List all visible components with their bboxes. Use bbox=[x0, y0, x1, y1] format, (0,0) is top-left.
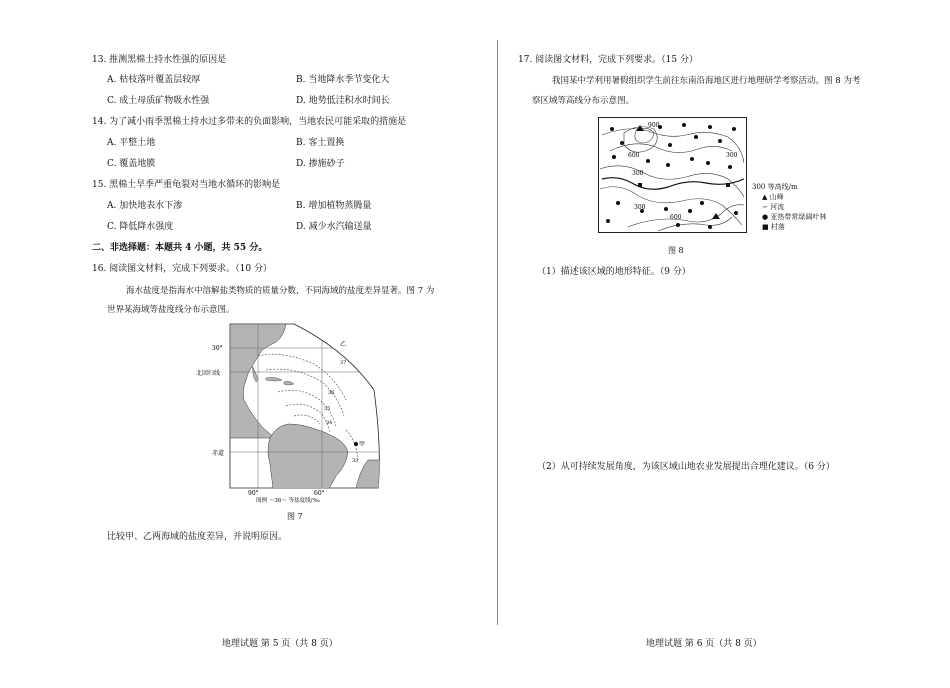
map-legend: 图例 ～36～ 等盐度线/‰ bbox=[256, 498, 320, 504]
contour-900: 900 bbox=[648, 122, 660, 129]
contour-300b: 300 bbox=[726, 152, 738, 159]
footer-page5: 地理试题 第 5 页（共 8 页） bbox=[222, 639, 338, 649]
q14-option-d: D. 掺施砂子 bbox=[296, 159, 345, 169]
lat30-label: 30° bbox=[212, 345, 223, 352]
figure7-caption: 图 7 bbox=[287, 512, 303, 521]
legend-contour: 300 等高线/m bbox=[752, 183, 798, 191]
contour-600b: 600 bbox=[670, 214, 682, 221]
q13-option-a: A. 枯枝落叶覆盖层较厚 bbox=[107, 75, 201, 85]
q15-option-b: B. 增加植物蒸腾量 bbox=[296, 201, 372, 211]
tropic-label: 北回归线 bbox=[196, 370, 221, 377]
forest-icon: ● bbox=[762, 213, 769, 221]
isoline-33: 33 bbox=[352, 458, 359, 464]
equator-label: 赤道 bbox=[212, 450, 225, 457]
q15-stem: 15. 黑棉土旱季严重龟裂对当地水循环的影响是 bbox=[92, 180, 281, 190]
point-yi bbox=[342, 348, 346, 352]
contour-300a: 300 bbox=[632, 170, 644, 177]
village-icon: ■ bbox=[762, 223, 769, 231]
label-jia: 甲 bbox=[359, 441, 366, 448]
village-marker bbox=[638, 183, 642, 187]
page-divider bbox=[497, 40, 498, 625]
isoline-35: 35 bbox=[324, 406, 331, 412]
q13-option-c: C. 成土母质矿物吸水性强 bbox=[107, 96, 210, 106]
label-yi: 乙 bbox=[340, 341, 347, 348]
q14-option-b: B. 客土置换 bbox=[296, 138, 345, 148]
q16-question: 比较甲、乙两海域的盐度差异，并说明原因。 bbox=[107, 532, 288, 542]
q17-sub1: （1）描述该区域的地形特征。（9 分） bbox=[537, 267, 691, 277]
lon60-label: 60° bbox=[314, 490, 325, 497]
q15-option-c: C. 降低降水强度 bbox=[107, 222, 174, 232]
q17-para1: 我国某中学利用暑假组织学生前往东南沿海地区进行地理研学考察活动。图 8 为考 bbox=[552, 76, 861, 86]
legend-peak: 山峰 bbox=[769, 193, 784, 201]
legend-river: 河流 bbox=[770, 203, 785, 211]
q14-stem: 14. 为了减小雨季黑棉土持水过多带来的负面影响，当地农民可能采取的措施是 bbox=[92, 117, 407, 127]
river-icon: ∽ bbox=[762, 203, 768, 211]
point-jia bbox=[354, 442, 358, 446]
isoline-36: 36 bbox=[328, 390, 335, 396]
q16-para2: 世界某海域等盐度线分布示意图。 bbox=[107, 305, 235, 315]
q14-option-c: C. 覆盖地膜 bbox=[107, 159, 156, 169]
q15-option-a: A. 加快地表水下渗 bbox=[107, 201, 183, 211]
lon90-label: 90° bbox=[248, 490, 259, 497]
salinity-map bbox=[196, 320, 396, 505]
footer-page6: 地理试题 第 6 页（共 8 页） bbox=[646, 639, 762, 649]
figure8-caption: 图 8 bbox=[668, 246, 684, 255]
q17-stem: 17. 阅读图文材料，完成下列要求。（15 分） bbox=[518, 55, 698, 65]
q13-option-d: D. 地势低洼积水时间长 bbox=[296, 96, 390, 106]
village-marker bbox=[726, 183, 730, 187]
section-heading: 二、非选择题：本题共 4 小题，共 55 分。 bbox=[92, 243, 268, 253]
q13-stem: 13. 推测黑棉土持水性强的原因是 bbox=[92, 55, 227, 65]
q14-option-a: A. 平整土地 bbox=[107, 138, 156, 148]
legend-village: 村落 bbox=[770, 223, 785, 231]
legend-forest: 亚热带常绿阔叶林 bbox=[770, 213, 827, 221]
isoline-34: 34 bbox=[326, 420, 333, 426]
q15-option-d: D. 减少水汽输送量 bbox=[296, 222, 372, 232]
isoline-37: 37 bbox=[340, 360, 347, 366]
contour-600: 600 bbox=[628, 152, 640, 159]
q16-para1: 海水盐度是指海水中溶解盐类物质的质量分数，不同海域的盐度差异显著。图 7 为 bbox=[126, 286, 435, 296]
peak-icon: ▲ bbox=[762, 193, 768, 201]
q17-para2: 察区域等高线分布示意图。 bbox=[532, 96, 635, 106]
q17-sub2: （2）从可持续发展角度，为该区域山地农业发展提出合理化建议。（6 分） bbox=[537, 462, 835, 472]
contour-map bbox=[598, 117, 748, 233]
q13-option-b: B. 当地降水季节变化大 bbox=[296, 75, 390, 85]
contour-300c: 300 bbox=[634, 204, 646, 211]
q16-stem: 16. 阅读图文材料，完成下列要求。（10 分） bbox=[92, 264, 272, 274]
